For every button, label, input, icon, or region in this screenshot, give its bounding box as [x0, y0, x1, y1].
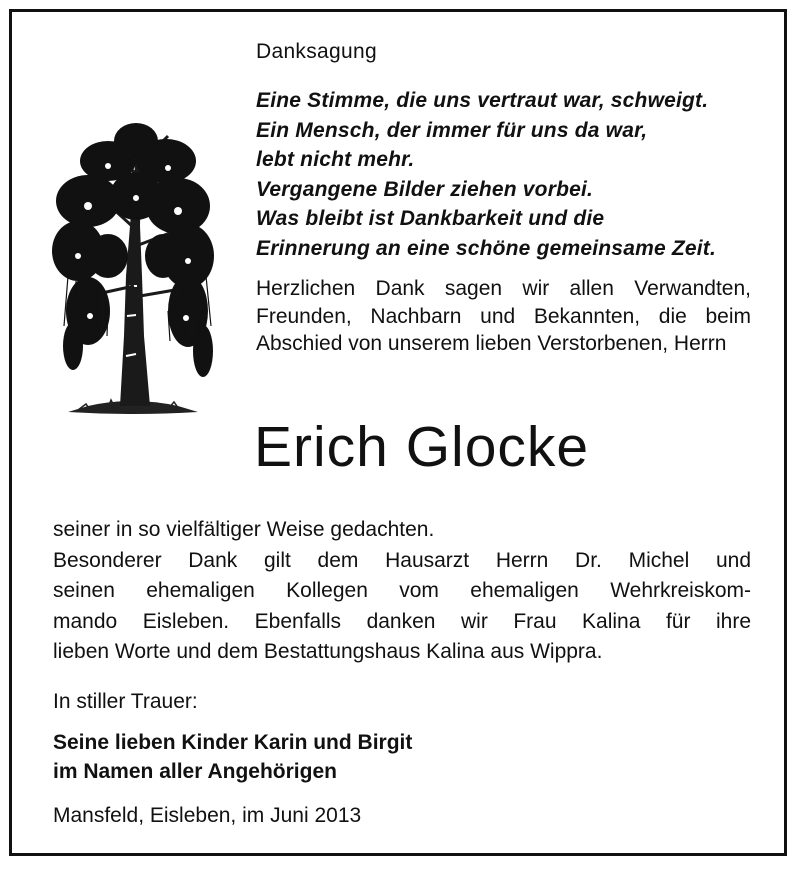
- poem: [256, 86, 756, 263]
- body-line: seiner in so vielfältiger Weise gedachten.: [53, 518, 435, 541]
- family-line: im Namen aller Angehörigen: [53, 760, 337, 783]
- deceased-name: Erich Glocke: [254, 415, 590, 479]
- poem-line: Vergangene Bilder ziehen vorbei.: [256, 177, 594, 201]
- place-date: Mansfeld, Eisleben, im Juni 2013: [53, 804, 362, 827]
- poem-line: Eine Stimme, die uns vertraut war, schweigt.: [256, 89, 709, 112]
- birch-tree-icon: [48, 106, 218, 418]
- poem-line: Was bleibt ist Dankbarkeit und die: [256, 207, 605, 230]
- poem-line: Ein Mensch, der immer für uns da war,: [256, 118, 648, 142]
- thanks-paragraph: Herzlichen Dank sagen wir allen Verwandten, Freunden, Nachbarn und Bekannten, die beim Abschied von unserem lieben Verstorbenen, Herrn: [256, 277, 751, 355]
- body-line: seinen ehemaligen Kollegen vom ehemaligen Wehrkreiskom-: [53, 579, 751, 602]
- poem-line: Erinnerung an eine schöne gemeinsame Zeit.: [256, 236, 717, 260]
- notice-heading: Danksagung: [256, 40, 377, 63]
- body-line: Besonderer Dank gilt dem Hausarzt Herrn Dr. Michel und: [53, 548, 751, 572]
- body-line: mando Eisleben. Ebenfalls danken wir Frau Kalina für ihre: [53, 609, 751, 633]
- poem-line: lebt nicht mehr.: [256, 148, 415, 171]
- family-signature: [53, 728, 412, 786]
- family-line: Seine lieben Kinder Karin und Birgit: [53, 731, 413, 754]
- body-line: lieben Worte und dem Bestattungshaus Kalina aus Wippra.: [53, 640, 603, 663]
- body-paragraph: [53, 515, 751, 668]
- mourning-label: In stiller Trauer:: [53, 690, 198, 713]
